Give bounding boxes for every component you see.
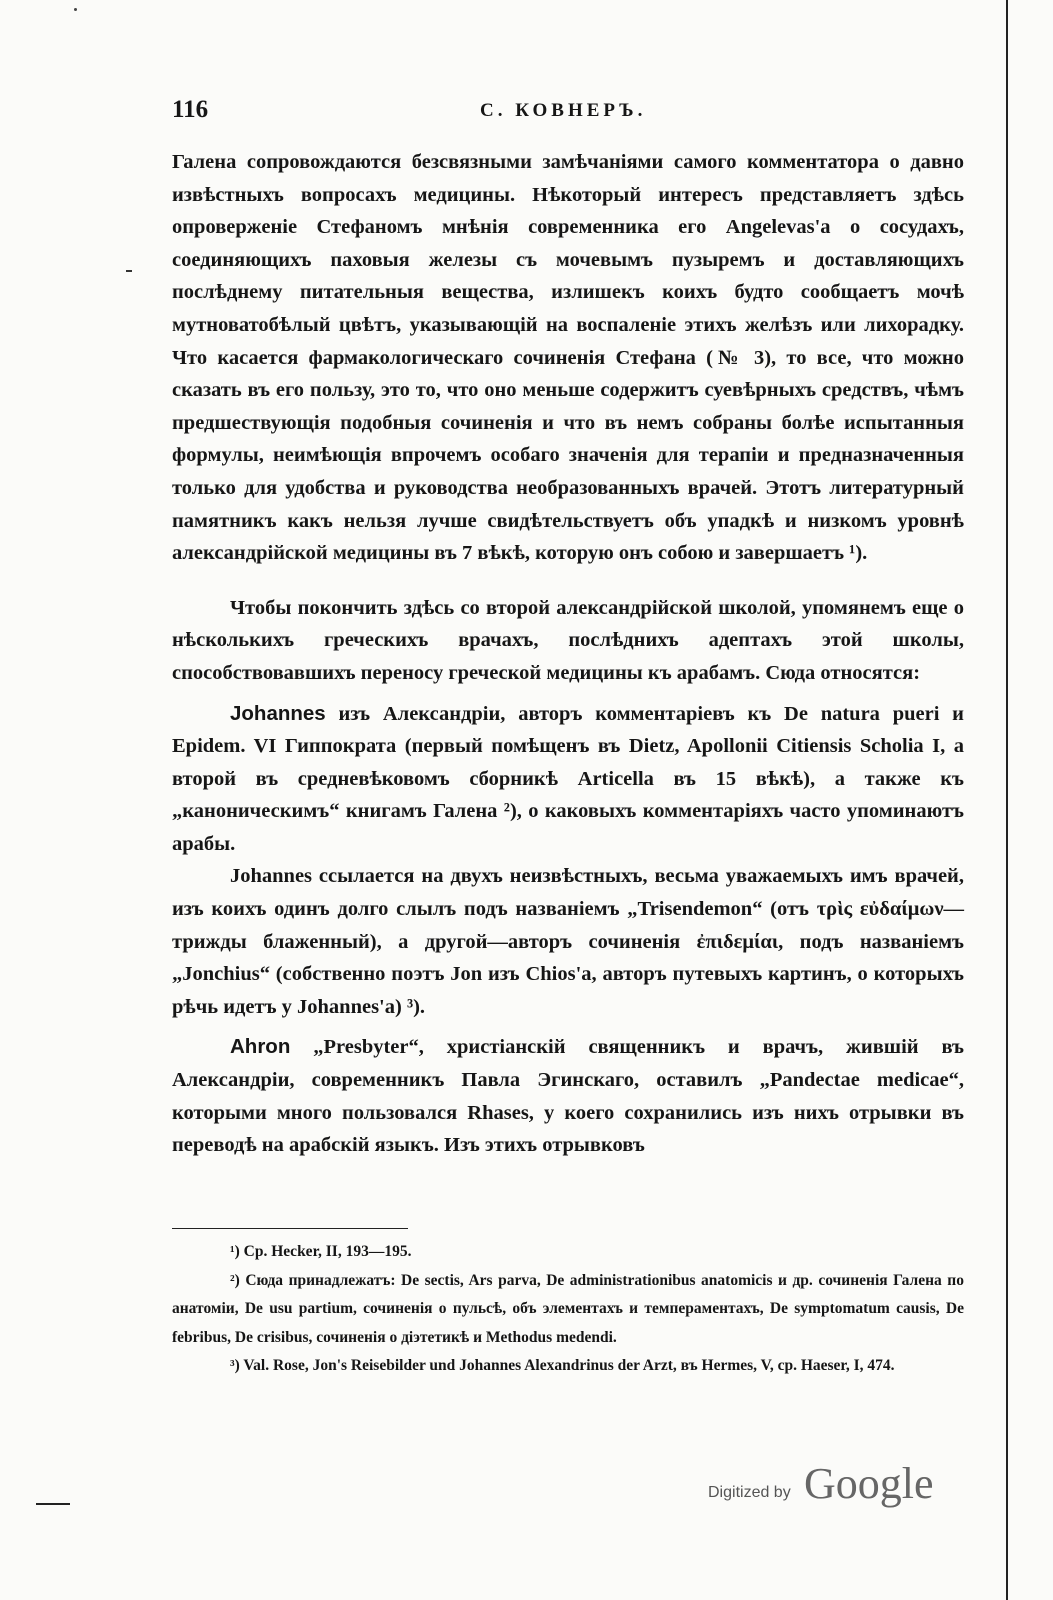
- main-text: [172, 146, 964, 1162]
- paragraph-1: Галена сопровождаются безсвязными замѣчаніями самого комментатора о давно извѣстныхъ вопросахъ медицины. Нѣкоторый интересъ представляетъ здѣсь опроверженіе Стефаномъ мнѣнія современника его Angelevas'а о сосудахъ, соединяющихъ паховыя железы съ мочевымъ пузыремъ и доставляющихъ послѣднему питательныя вещества, излишекъ коихъ будто сообщаетъ мочѣ мутноватобѣлый цвѣтъ, указывающій на воспаленіе этихъ желѣзъ или лихорадку. Что касается фармакологическаго сочиненія Стефана (№ 3), то все, что можно сказать въ его пользу, это то, что оно меньше содержитъ суевѣрныхъ средствъ, чѣмъ предшествующія подобныя сочиненія и что въ немъ собраны болѣе испытанныя формулы, неимѣющія впрочемъ особаго значенія для терапіи и предназначенныя только для удобства и руководства необразованныхъ врачей. Этотъ литературный памятникъ какъ нельзя лучше свидѣтельствуетъ объ упадкѣ и низкомъ уровнѣ александрійской медицины въ 7 вѣкѣ, которую онъ собою и завершаетъ ¹).: [172, 151, 964, 565]
- paragraph-5-text: „Presbyter“, христіанскій священникъ и врачъ, жившій въ Александріи, современникъ Павла Эгинскаго, оставилъ „Pandectae medicae“, которыми много пользовался Rhases, у коего сохранились изъ нихъ отрывки въ переводѣ на арабскій языкъ. Изъ этихъ отрывковъ: [172, 1036, 964, 1157]
- paragraph-3-text: изъ Александріи, авторъ комментаріевъ къ De natura pueri и Epidem. VI Гиппократа (первый помѣщенъ въ Dietz, Apollonii Citiensis Scholia I, а второй въ средневѣковомъ сборникѣ Articella въ 15 вѣкѣ), а также къ „каноническимъ“ книгамъ Галена ²), о каковыхъ комментаріяхъ часто упоминаютъ арабы.: [172, 702, 964, 855]
- footnote-1: ¹) Ср. Hecker, II, 193—195.: [230, 1243, 412, 1260]
- page-number: 116: [172, 96, 209, 123]
- paragraph-2: Чтобы покончить здѣсь со второй александрійской школой, упомянемъ еще о нѣсколькихъ греческихъ врачахъ, послѣднихъ адептахъ этой школы, способствовавшихъ переносу греческой медицины къ арабамъ. Сюда относятся:: [172, 596, 964, 684]
- footnote-separator: [172, 1228, 408, 1229]
- page-edge-line: [1006, 0, 1008, 1600]
- paragraph-5: [172, 1031, 964, 1161]
- margin-mark: [126, 270, 132, 272]
- footnote-3: ³) Val. Rose, Jon's Reisebilder und Johannes Alexandrinus der Arzt, въ Hermes, V, ср. Haeser, I, 474.: [230, 1357, 895, 1375]
- digitized-watermark: [708, 1458, 948, 1506]
- scan-speck: [74, 8, 77, 11]
- running-title: С. КОВНЕРЪ.: [480, 100, 647, 121]
- paragraph-4: Johannes ссылается на двухъ неизвѣстныхъ, весьма уважаемыхъ имъ врачей, изъ коихъ одинъ долго слылъ подъ названіемъ „Trisendemon“ (отъ τρὶς εὐδαίμων—трижды блаженный), а другой—авторъ сочиненія ἐπιδεμίαι, подъ названіемъ „Jonchius“ (собственно поэтъ Jon изъ Chios'а, авторъ путевыхъ картинъ, о которыхъ рѣчь идетъ у Johannes'а) ³).: [172, 865, 964, 1018]
- google-logo: Google: [804, 1459, 934, 1508]
- footnote-2: ²) Сюда принадлежатъ: De sectis, Ars parva, De administrationibus anatomicis и др. сочиненія Галена по анатоміи, De usu partium, сочиненія о пульсѣ, объ элементахъ и темпераментахъ, De symptomatum causis, De febribus, De crisibus, сочиненія о діэтетикѣ и Methodus medendi.: [172, 1271, 964, 1346]
- page-header: [172, 96, 962, 132]
- margin-mark-bottom: [36, 1503, 70, 1505]
- paragraph-3: [172, 698, 964, 861]
- person-name-ahron: Ahron: [230, 1035, 291, 1059]
- footnotes: [172, 1238, 964, 1381]
- watermark-prefix: Digitized by: [708, 1484, 791, 1501]
- person-name-johannes: Johannes: [230, 701, 326, 725]
